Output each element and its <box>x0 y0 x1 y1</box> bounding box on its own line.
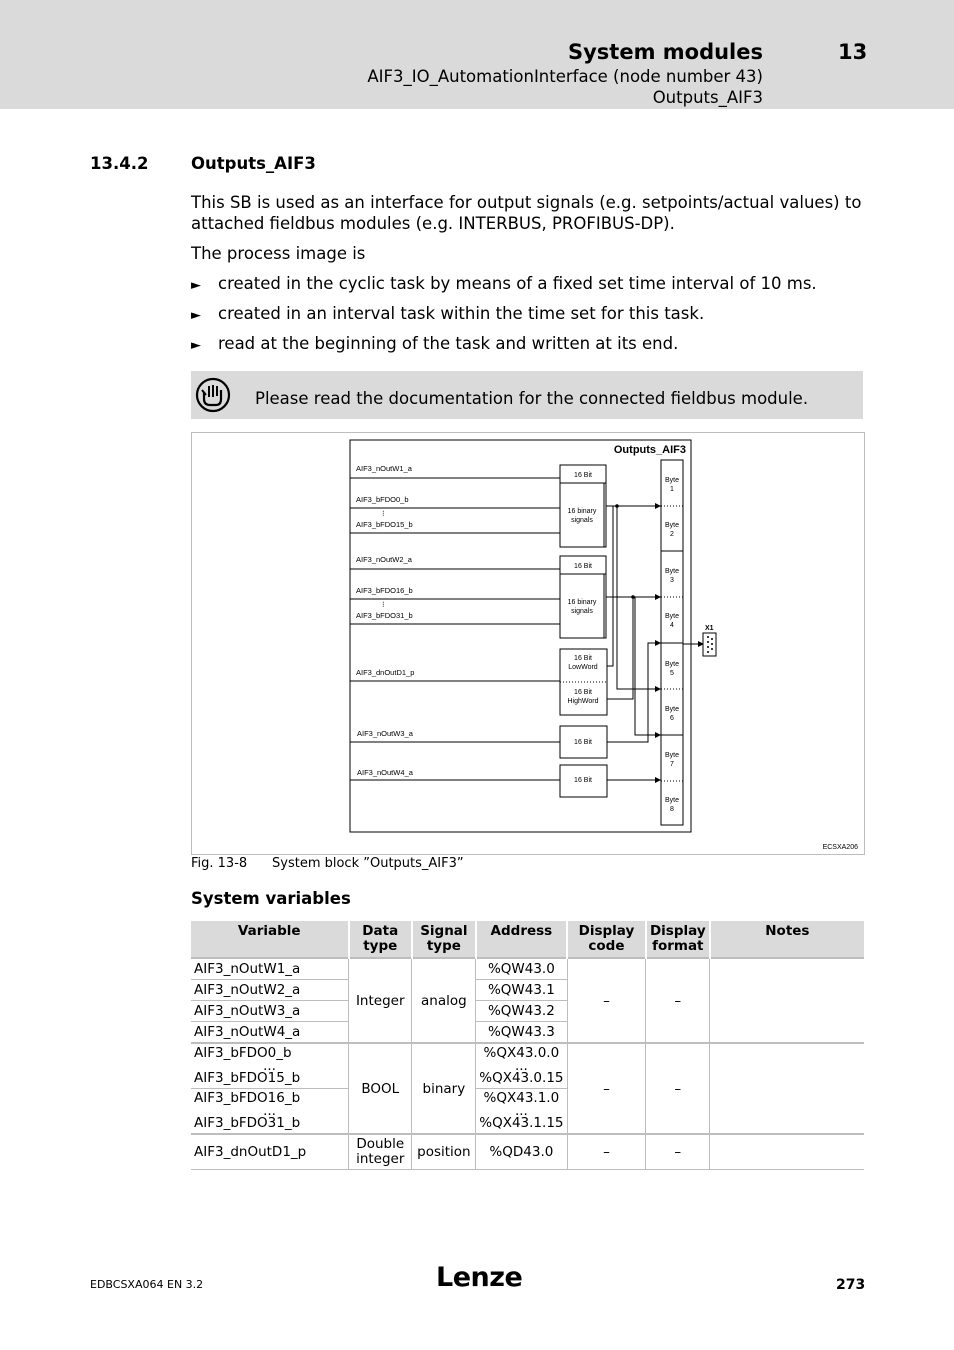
byte-number: 8 <box>670 806 674 813</box>
column-header: Notes <box>710 921 864 958</box>
page-header <box>0 0 954 109</box>
table-row <box>191 1134 864 1170</box>
byte-label: Byte <box>664 568 680 575</box>
input-label: AIF3_bFDO0_b <box>356 495 409 504</box>
box-binary <box>560 574 606 638</box>
box-label: 16 Bit <box>574 472 592 479</box>
box-label: 16 Bit <box>574 777 592 784</box>
address-value: %QX43.0.15 <box>479 1070 564 1086</box>
address-cell: %QW43.0 <box>476 958 567 980</box>
column-header: Address <box>476 921 567 958</box>
system-block-diagram <box>192 433 864 854</box>
input-labels <box>356 464 414 777</box>
figure-frame <box>191 432 865 855</box>
note-box <box>191 371 863 419</box>
byte-labels <box>665 477 679 813</box>
byte-label: Byte <box>664 661 680 668</box>
box-label: signals <box>571 608 593 615</box>
figure-caption-label: Fig. 13-8 <box>191 856 248 871</box>
header-subtitle-1: AIF3_IO_AutomationInterface (node number 43) <box>367 67 763 86</box>
variable-name: AIF3_bFDO31_b <box>194 1115 301 1131</box>
variable-ellipsis: ... <box>263 1103 276 1119</box>
data-type-line: Double <box>356 1136 405 1152</box>
input-label: AIF3_bFDO15_b <box>356 520 413 529</box>
byte-label: Byte <box>664 522 680 529</box>
table-row <box>191 1043 864 1089</box>
bullet-text: read at the beginning of the task and written at its end. <box>218 334 679 353</box>
byte-label: Byte <box>664 752 680 759</box>
input-label: AIF3_nOutW1_a <box>356 464 412 473</box>
intro-paragraph: This SB is used as an interface for output signals (e.g. setpoints/actual values) to attached fieldbus modules (e.g. INTERBUS, PROFIBUS-DP). <box>191 193 862 233</box>
input-label: AIF3_bFDO31_b <box>356 611 413 620</box>
box-label: 16 Bit <box>574 655 592 662</box>
input-label: AIF3_nOutW3_a <box>357 729 413 738</box>
signal-type-cell: binary <box>412 1043 476 1134</box>
ellipsis-mark: ⁝ <box>382 509 385 518</box>
display-code-cell: – <box>567 1043 646 1134</box>
connector-label: X1 <box>705 625 714 632</box>
junction-dot <box>615 504 619 508</box>
notes-cell <box>710 1043 864 1134</box>
bullet-arrow-icon: ► <box>191 308 201 323</box>
variable-ellipsis: ... <box>263 1058 276 1074</box>
variable-name: AIF3_bFDO15_b <box>194 1070 301 1086</box>
signal-type-cell: analog <box>412 958 476 1043</box>
page-number: 273 <box>836 1277 866 1293</box>
connector-x1-icon <box>703 633 716 656</box>
address-ellipsis: ... <box>514 1103 528 1119</box>
bullet-item <box>191 273 817 296</box>
box-label: signals <box>571 517 593 524</box>
variable-cell: AIF3_nOutW1_a <box>191 958 349 980</box>
byte-number: 7 <box>670 761 674 768</box>
box-label: 16 binary <box>567 599 597 606</box>
data-type-line: integer <box>356 1151 405 1167</box>
variable-name: AIF3_bFDO0_b <box>194 1045 292 1061</box>
address-cell: %QD43.0 <box>476 1134 567 1170</box>
address-value: %QX43.1.0 <box>483 1090 560 1106</box>
junction-dot <box>631 595 635 599</box>
variable-cell: AIF3_nOutW2_a <box>191 980 349 1001</box>
header-subtitle-2: Outputs_AIF3 <box>652 88 763 107</box>
byte-number: 6 <box>670 715 674 722</box>
column-header <box>567 921 646 958</box>
display-code-cell: – <box>567 1134 646 1170</box>
ellipsis-mark: ⁝ <box>382 600 385 609</box>
chapter-number: 13 <box>838 40 868 64</box>
notes-cell <box>710 1134 864 1170</box>
column-header <box>412 921 476 958</box>
figure-code: ECSXA206 <box>822 844 858 851</box>
system-variables-title: System variables <box>191 889 351 908</box>
bullet-arrow-icon: ► <box>191 338 201 353</box>
signal-type-cell: position <box>412 1134 476 1170</box>
byte-label: Byte <box>664 613 680 620</box>
variable-cell <box>191 1043 349 1089</box>
byte-label: Byte <box>664 706 680 713</box>
address-value: %QX43.0.0 <box>483 1045 560 1061</box>
document-id: EDBCSXA064 EN 3.2 <box>90 1278 204 1291</box>
table-row <box>191 958 864 980</box>
address-cell <box>476 1043 567 1089</box>
system-variables-table <box>191 921 864 1170</box>
hand-note-icon <box>195 377 231 413</box>
bullet-text: created in an interval task within the time set for this task. <box>218 304 705 323</box>
display-code-cell: – <box>567 958 646 1043</box>
byte-number: 1 <box>670 486 674 493</box>
column-header-text: Signal type <box>420 923 468 954</box>
variable-cell: AIF3_nOutW4_a <box>191 1022 349 1044</box>
variable-cell: AIF3_nOutW3_a <box>191 1001 349 1022</box>
bullet-item <box>191 303 704 326</box>
data-type-cell: Integer <box>349 958 412 1043</box>
input-label: AIF3_dnOutD1_p <box>356 668 415 677</box>
table-header-row <box>191 921 864 958</box>
column-header <box>646 921 710 958</box>
byte-label: Byte <box>664 797 680 804</box>
column-header <box>349 921 412 958</box>
notes-cell <box>710 958 864 1043</box>
display-format-cell: – <box>646 1043 710 1134</box>
data-type-cell: BOOL <box>349 1043 412 1134</box>
chapter-title: System modules <box>567 40 763 64</box>
column-header: Variable <box>191 921 349 958</box>
data-type-cell <box>349 1134 412 1170</box>
box-label: 16 Bit <box>574 563 592 570</box>
address-cell: %QW43.3 <box>476 1022 567 1044</box>
bullet-arrow-icon: ► <box>191 278 201 293</box>
input-label: AIF3_nOutW4_a <box>357 768 413 777</box>
section-number: 13.4.2 <box>90 154 149 173</box>
section-title: Outputs_AIF3 <box>191 154 316 173</box>
byte-number: 3 <box>670 577 674 584</box>
box-label: LowWord <box>568 664 598 671</box>
variable-cell: AIF3_dnOutD1_p <box>191 1134 349 1170</box>
address-cell: %QW43.1 <box>476 980 567 1001</box>
process-image-intro: The process image is <box>191 244 366 263</box>
byte-number: 5 <box>670 670 674 677</box>
variable-name: AIF3_bFDO16_b <box>194 1090 301 1106</box>
byte-label: Byte <box>664 477 680 484</box>
column-header-text: Data type <box>362 923 399 954</box>
column-header-text: Display format <box>649 923 706 954</box>
address-cell: %QW43.2 <box>476 1001 567 1022</box>
block-title: Outputs_AIF3 <box>613 444 686 456</box>
bullet-item <box>191 333 678 356</box>
address-value: %QX43.1.15 <box>479 1115 564 1131</box>
address-cell <box>476 1089 567 1135</box>
lenze-logo: Lenze <box>436 1262 523 1293</box>
box-label: HighWord <box>567 698 599 705</box>
note-text: Please read the documentation for the connected fieldbus module. <box>255 389 809 408</box>
variable-cell <box>191 1089 349 1135</box>
bullet-text: created in the cyclic task by means of a fixed set time interval of 10 ms. <box>218 274 817 293</box>
input-label: AIF3_bFDO16_b <box>356 586 413 595</box>
box-label: 16 Bit <box>574 689 592 696</box>
input-label: AIF3_nOutW2_a <box>356 555 412 564</box>
box-binary <box>560 483 606 547</box>
column-header-text: Display code <box>578 923 635 954</box>
byte-number: 2 <box>670 531 674 538</box>
figure-caption-text: System block ”Outputs_AIF3” <box>272 856 464 871</box>
address-ellipsis: ... <box>514 1058 528 1074</box>
display-format-cell: – <box>646 958 710 1043</box>
byte-number: 4 <box>670 622 674 629</box>
box-label: 16 Bit <box>574 739 592 746</box>
box-label: 16 binary <box>567 508 597 515</box>
display-format-cell: – <box>646 1134 710 1170</box>
